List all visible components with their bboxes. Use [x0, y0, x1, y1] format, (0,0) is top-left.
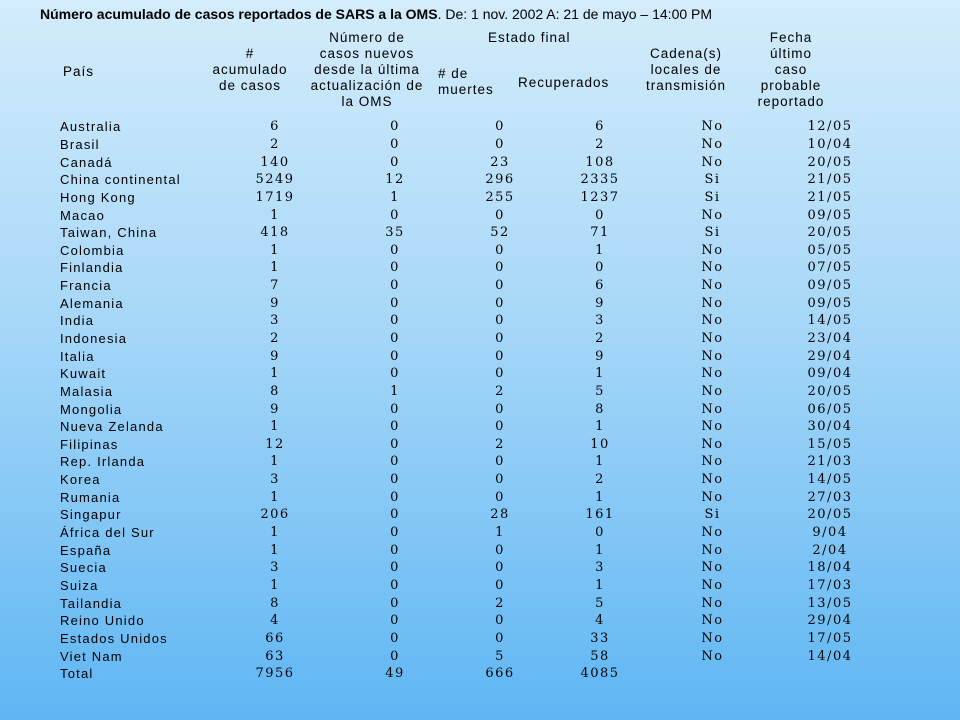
table-row	[60, 541, 885, 559]
header-line: transmisión	[645, 78, 727, 93]
cell-new: 0	[390, 595, 400, 611]
title-date-range: . De: 1 nov. 2002 A: 21 de mayo – 14:00 PM	[437, 6, 713, 22]
cell-cumulative: 206	[260, 507, 290, 523]
table-row	[60, 612, 885, 630]
table-row	[60, 171, 885, 189]
header-last-case	[746, 30, 836, 110]
cell-recovered: 5	[595, 383, 605, 399]
cell-recovered: 2	[595, 472, 605, 488]
cell-country: África del Sur	[60, 525, 155, 541]
cell-last: 07/05	[807, 260, 853, 276]
table-row	[60, 241, 885, 259]
table-row	[60, 559, 885, 577]
header-line: desde la última	[314, 62, 420, 77]
table-row	[60, 436, 885, 454]
table-row	[60, 524, 885, 542]
table-row	[60, 647, 885, 665]
cell-recovered: 10	[590, 436, 610, 452]
cell-deaths: 0	[495, 331, 505, 346]
cell-new: 0	[390, 472, 400, 488]
cell-chain: Si	[704, 189, 721, 205]
cell-new: 0	[390, 577, 400, 593]
cell-cumulative: 418	[260, 225, 290, 241]
cell-new: 1	[390, 189, 400, 205]
cell-country: Indonesia	[60, 331, 128, 346]
header-local-chain	[636, 46, 736, 94]
cell-new: 0	[390, 119, 400, 135]
cell-cumulative: 8	[270, 595, 280, 611]
cell-country: Reino Unido	[60, 613, 145, 629]
table-row	[60, 153, 885, 171]
cell-country: Kuwait	[60, 366, 107, 382]
cell-cumulative: 2	[270, 331, 280, 346]
cell-last: 17/05	[807, 630, 853, 646]
cell-chain: No	[701, 595, 724, 611]
cell-recovered: 1237	[580, 189, 620, 205]
cell-chain: No	[701, 401, 724, 417]
cell-last: 05/05	[807, 242, 853, 258]
cell-recovered: 1	[595, 454, 605, 470]
cell-cumulative: 7956	[255, 666, 295, 682]
cell-recovered: 9	[595, 348, 605, 364]
cell-country: Taiwan, China	[60, 225, 158, 241]
cell-chain: No	[701, 260, 724, 276]
cell-new: 0	[390, 419, 400, 435]
cell-deaths: 0	[495, 489, 505, 505]
cell-last: 12/05	[807, 119, 853, 135]
cell-country: Brasil	[60, 136, 100, 152]
header-country: País	[63, 64, 95, 79]
cell-country: Malasia	[60, 383, 114, 399]
cell-deaths: 0	[495, 401, 505, 417]
cell-cumulative: 1719	[255, 189, 295, 205]
table-row	[60, 365, 885, 383]
cell-recovered: 1	[595, 577, 605, 593]
cell-deaths: 28	[490, 507, 510, 523]
table-row	[60, 506, 885, 524]
cell-recovered: 71	[590, 225, 610, 241]
cell-last: 09/05	[807, 278, 853, 294]
header-deaths	[438, 66, 508, 98]
cell-cumulative: 9	[270, 348, 280, 364]
cell-recovered: 5	[595, 595, 605, 611]
cell-cumulative: 8	[270, 383, 280, 399]
cell-last: 20/05	[807, 507, 853, 523]
cell-chain: No	[701, 525, 724, 541]
cell-new: 0	[390, 454, 400, 470]
cell-recovered: 1	[595, 419, 605, 435]
cell-new: 0	[390, 507, 400, 523]
cell-chain: No	[701, 348, 724, 364]
header-line: locales de	[650, 62, 722, 77]
cell-recovered: 4	[595, 613, 605, 629]
cell-cumulative: 4	[270, 613, 280, 629]
cell-recovered: 1	[595, 542, 605, 558]
cell-last: 27/03	[807, 489, 853, 505]
cell-new: 0	[390, 401, 400, 417]
cell-cumulative: 1	[270, 525, 280, 541]
cell-chain: No	[701, 472, 724, 488]
cell-recovered: 1	[595, 489, 605, 505]
header-line: último	[769, 46, 812, 61]
header-final-state: Estado final	[488, 30, 571, 45]
cell-last: 17/03	[807, 577, 853, 593]
cell-last	[775, 665, 885, 683]
cell-new: 0	[390, 331, 400, 346]
cell-last: 15/05	[807, 436, 853, 452]
header-line: muertes	[438, 82, 494, 97]
cell-cumulative: 66	[265, 630, 285, 646]
table-row	[60, 206, 885, 224]
cell-chain: No	[701, 136, 724, 152]
cell-country: Suiza	[60, 577, 99, 593]
cell-new: 0	[390, 260, 400, 276]
cell-country: Nueva Zelanda	[60, 419, 164, 435]
cell-last: 20/05	[807, 225, 853, 241]
cell-chain: No	[701, 154, 724, 170]
cell-cumulative: 9	[270, 295, 280, 311]
cell-deaths: 2	[495, 383, 505, 399]
header-line: Número de	[329, 30, 405, 45]
cell-new: 0	[390, 154, 400, 170]
cell-deaths: 52	[490, 225, 510, 241]
table-row	[60, 312, 885, 330]
cell-deaths: 1	[495, 525, 505, 541]
cell-deaths: 0	[495, 630, 505, 646]
table-row	[60, 118, 885, 136]
cell-deaths: 0	[495, 613, 505, 629]
cell-deaths: 0	[495, 207, 505, 223]
cell-recovered: 33	[590, 630, 610, 646]
table-row	[60, 577, 885, 595]
cell-recovered: 3	[595, 560, 605, 576]
cell-country: Macao	[60, 207, 106, 223]
cell-chain: No	[701, 278, 724, 294]
header-line: reportado	[757, 94, 825, 109]
cell-recovered: 108	[585, 154, 615, 170]
cell-chain: Si	[704, 507, 721, 523]
cell-cumulative: 1	[270, 260, 280, 276]
cell-country: Australia	[60, 119, 122, 135]
cell-deaths: 2	[495, 595, 505, 611]
cell-country: Tailandia	[60, 595, 123, 611]
cell-last: 14/05	[807, 472, 853, 488]
cell-recovered: 161	[585, 507, 615, 523]
header-line: acumulado	[212, 62, 288, 77]
cell-recovered: 0	[595, 207, 605, 223]
header-line: # de	[438, 66, 469, 81]
cell-chain: No	[701, 366, 724, 382]
table-row	[60, 224, 885, 242]
header-line: de casos	[218, 78, 282, 93]
cell-country: Rep. Irlanda	[60, 454, 146, 470]
header-recovered: Recuperados	[518, 75, 610, 90]
table-row	[60, 383, 885, 401]
cell-last: 9/04	[812, 525, 848, 541]
cell-chain: Si	[704, 225, 721, 241]
cell-deaths: 0	[495, 348, 505, 364]
cell-new: 1	[390, 383, 400, 399]
cell-last: 20/05	[807, 383, 853, 399]
cell-last: 09/05	[807, 295, 853, 311]
cell-deaths: 5	[495, 648, 505, 664]
cell-country: Singapur	[60, 507, 122, 523]
table-row	[60, 259, 885, 277]
table-row	[60, 277, 885, 295]
cell-recovered: 0	[595, 525, 605, 541]
cell-cumulative: 5249	[255, 172, 295, 188]
cell-country: Italia	[60, 348, 95, 364]
table-row	[60, 400, 885, 418]
table-row	[60, 189, 885, 207]
cell-recovered: 8	[595, 401, 605, 417]
cell-chain: No	[701, 577, 724, 593]
cell-last: 14/04	[807, 648, 853, 664]
cell-new: 0	[390, 278, 400, 294]
cell-recovered: 6	[595, 278, 605, 294]
cell-deaths: 0	[495, 278, 505, 294]
cell-new: 49	[385, 666, 405, 682]
cell-chain: No	[701, 436, 724, 452]
cell-country: Finlandia	[60, 260, 124, 276]
cell-last: 20/05	[807, 154, 853, 170]
cell-deaths: 0	[495, 560, 505, 576]
table-row	[60, 136, 885, 154]
cell-chain: Si	[704, 172, 721, 188]
table-row	[60, 294, 885, 312]
total-row	[60, 665, 885, 683]
cell-country: Total	[60, 666, 94, 682]
table-row	[60, 347, 885, 365]
cell-deaths: 2	[495, 436, 505, 452]
cell-deaths: 0	[495, 542, 505, 558]
cell-chain: No	[701, 630, 724, 646]
cell-cumulative: 3	[270, 313, 280, 329]
cell-deaths: 0	[495, 242, 505, 258]
cell-recovered: 6	[595, 119, 605, 135]
cell-cumulative: 12	[265, 436, 285, 452]
cell-country: Alemania	[60, 295, 124, 311]
cell-deaths: 0	[495, 313, 505, 329]
cell-country: India	[60, 313, 95, 329]
cell-deaths: 0	[495, 419, 505, 435]
header-line: probable	[760, 78, 822, 93]
cell-new: 0	[390, 525, 400, 541]
table-row	[60, 330, 885, 348]
cell-cumulative: 9	[270, 401, 280, 417]
cell-deaths: 0	[495, 454, 505, 470]
cell-last: 09/05	[807, 207, 853, 223]
cell-chain: No	[701, 542, 724, 558]
cell-cumulative: 3	[270, 472, 280, 488]
cell-new: 0	[390, 136, 400, 152]
cell-recovered: 3	[595, 313, 605, 329]
cell-country: Mongolia	[60, 401, 123, 417]
cell-recovered: 2	[595, 331, 605, 346]
cell-chain: No	[701, 331, 724, 346]
cell-cumulative: 1	[270, 489, 280, 505]
cell-country: Hong Kong	[60, 189, 136, 205]
cell-last: 09/04	[807, 366, 853, 382]
cell-last: 18/04	[807, 560, 853, 576]
cell-new: 0	[390, 542, 400, 558]
cell-new: 0	[390, 630, 400, 646]
cell-chain: No	[701, 613, 724, 629]
table-row	[60, 594, 885, 612]
cell-last: 21/05	[807, 189, 853, 205]
cell-chain	[650, 665, 775, 683]
cell-country: Rumania	[60, 489, 121, 505]
cell-country: Francia	[60, 278, 112, 294]
table-row	[60, 488, 885, 506]
cell-cumulative: 6	[270, 119, 280, 135]
cell-last: 10/04	[807, 136, 853, 152]
cell-country: Suecia	[60, 560, 107, 576]
cell-new: 0	[390, 489, 400, 505]
cell-chain: No	[701, 313, 724, 329]
cell-country: Colombia	[60, 242, 125, 258]
header-new-cases	[302, 30, 432, 110]
cell-cumulative: 2	[270, 136, 280, 152]
title-bold: Número acumulado de casos reportados de SARS a la OMS	[40, 6, 438, 22]
cell-chain: No	[701, 207, 724, 223]
cell-country: Viet Nam	[60, 648, 123, 664]
cell-deaths: 0	[495, 260, 505, 276]
cell-new: 0	[390, 366, 400, 382]
cell-deaths: 0	[495, 472, 505, 488]
cell-last: 2/04	[812, 542, 848, 558]
cell-chain: No	[701, 648, 724, 664]
header-line: #	[245, 46, 255, 61]
cell-deaths: 0	[495, 119, 505, 135]
cell-cumulative: 7	[270, 278, 280, 294]
cell-cumulative: 3	[270, 560, 280, 576]
table-row	[60, 453, 885, 471]
cell-last: 29/04	[807, 348, 853, 364]
cell-new: 0	[390, 242, 400, 258]
header-line: Fecha	[769, 30, 813, 45]
cell-last: 23/04	[807, 331, 853, 346]
cell-new: 35	[385, 225, 405, 241]
table-row	[60, 630, 885, 648]
cell-chain: No	[701, 489, 724, 505]
cell-deaths: 0	[495, 577, 505, 593]
cell-chain: No	[701, 383, 724, 399]
cell-cumulative: 63	[265, 648, 285, 664]
cell-country: Korea	[60, 472, 101, 488]
cell-new: 0	[390, 295, 400, 311]
cell-last: 30/04	[807, 419, 853, 435]
cell-recovered: 1	[595, 366, 605, 382]
cell-deaths: 666	[485, 666, 515, 682]
cell-last: 21/03	[807, 454, 853, 470]
cell-cumulative: 1	[270, 207, 280, 223]
cell-cumulative: 1	[270, 419, 280, 435]
cell-chain: No	[701, 242, 724, 258]
cell-cumulative: 1	[270, 454, 280, 470]
table-row	[60, 471, 885, 489]
header-line: casos nuevos	[319, 46, 415, 61]
cell-new: 0	[390, 648, 400, 664]
cell-last: 29/04	[807, 613, 853, 629]
cell-chain: No	[701, 295, 724, 311]
cell-deaths: 0	[495, 136, 505, 152]
cell-recovered: 0	[595, 260, 605, 276]
cell-recovered: 1	[595, 242, 605, 258]
cell-deaths: 0	[495, 366, 505, 382]
cell-country: Estados Unidos	[60, 630, 168, 646]
cell-last: 06/05	[807, 401, 853, 417]
cell-deaths: 255	[485, 189, 515, 205]
page-title	[40, 6, 712, 22]
cell-chain: No	[701, 560, 724, 576]
cell-cumulative: 140	[260, 154, 290, 170]
header-cumulative	[200, 46, 300, 94]
cell-deaths: 0	[495, 295, 505, 311]
cell-cumulative: 1	[270, 366, 280, 382]
cell-cumulative: 1	[270, 242, 280, 258]
cell-last: 21/05	[807, 172, 853, 188]
cell-new: 0	[390, 313, 400, 329]
cell-deaths: 296	[485, 172, 515, 188]
header-line: Cadena(s)	[649, 46, 723, 61]
cell-recovered: 2	[595, 136, 605, 152]
cell-new: 0	[390, 560, 400, 576]
cell-country: España	[60, 542, 112, 558]
cell-cumulative: 1	[270, 542, 280, 558]
cell-cumulative: 1	[270, 577, 280, 593]
sars-cases-table	[60, 118, 885, 683]
cell-country: Canadá	[60, 154, 113, 170]
cell-last: 14/05	[807, 313, 853, 329]
cell-new: 12	[385, 172, 405, 188]
cell-recovered: 58	[590, 648, 610, 664]
header-line: caso	[774, 62, 808, 77]
cell-chain: No	[701, 119, 724, 135]
cell-recovered: 9	[595, 295, 605, 311]
cell-recovered: 4085	[580, 666, 620, 682]
cell-country: Filipinas	[60, 436, 119, 452]
cell-recovered: 2335	[580, 172, 620, 188]
cell-deaths: 23	[490, 154, 510, 170]
cell-chain: No	[701, 454, 724, 470]
table-row	[60, 418, 885, 436]
cell-new: 0	[390, 436, 400, 452]
header-line: la OMS	[341, 94, 393, 109]
cell-new: 0	[390, 348, 400, 364]
cell-new: 0	[390, 613, 400, 629]
header-line: actualización de	[310, 78, 424, 93]
cell-new: 0	[390, 207, 400, 223]
cell-chain: No	[701, 419, 724, 435]
cell-country: China continental	[60, 172, 181, 188]
cell-last: 13/05	[807, 595, 853, 611]
